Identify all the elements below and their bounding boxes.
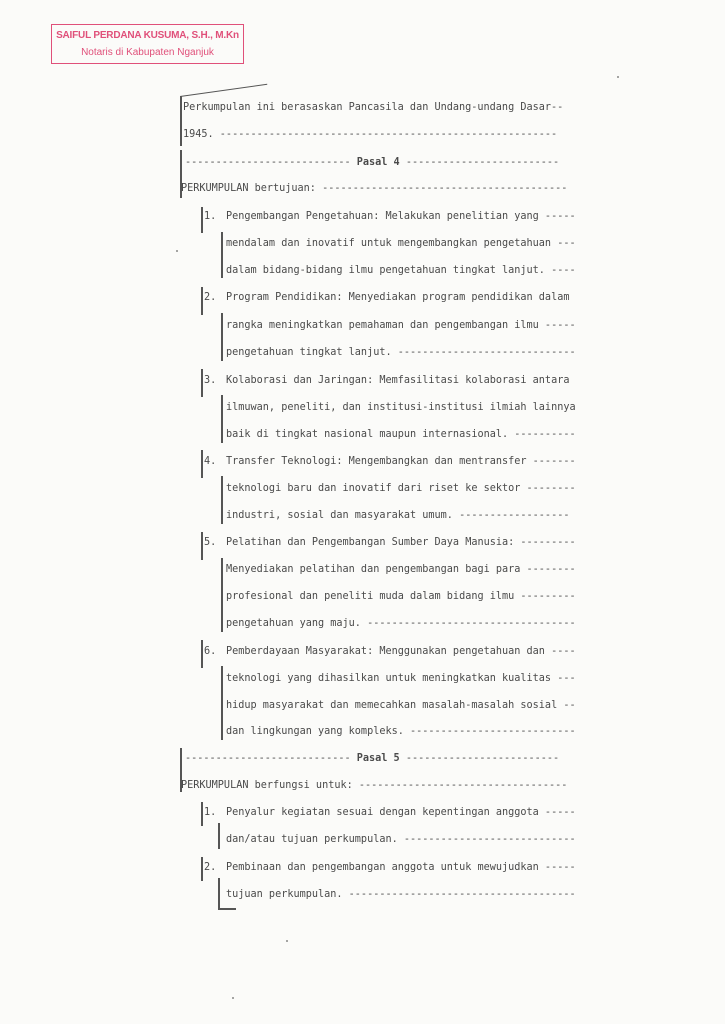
item-line: profesional dan peneliti muda dalam bidang ilmu --------- <box>226 591 576 602</box>
scan-speck <box>617 76 619 78</box>
item-rule <box>201 287 203 315</box>
margin-rule <box>180 84 267 97</box>
item-number: 2. <box>204 292 217 303</box>
heading-dash: ------------------------- <box>399 753 560 764</box>
item-rule <box>221 666 223 740</box>
item-rule <box>218 908 236 910</box>
scan-speck <box>232 997 234 999</box>
item-number: 1. <box>204 807 217 818</box>
scan-speck <box>286 940 288 942</box>
item-rule <box>221 558 223 632</box>
item-line: ilmuwan, peneliti, dan institusi-institusi ilmiah lainnya <box>226 402 576 413</box>
item-line: dan lingkungan yang kompleks. --------------------------- <box>226 726 576 737</box>
item-number: 1. <box>204 211 217 222</box>
item-number: 6. <box>204 646 217 657</box>
item-line: tujuan perkumpulan. ------------------------------------- <box>226 889 576 900</box>
heading-dash: --------------------------- <box>185 753 357 764</box>
item-line: Pembinaan dan pengembangan anggota untuk mewujudkan ----- <box>226 862 576 873</box>
item-rule <box>221 232 223 278</box>
item-rule <box>221 313 223 361</box>
pasal-5-heading <box>185 752 559 766</box>
intro-line: 1945. ------------------------------------------------------- <box>183 129 558 140</box>
item-line: teknologi yang dihasilkan untuk meningkatkan kualitas --- <box>226 673 576 684</box>
item-line: Kolaborasi dan Jaringan: Memfasilitasi kolaborasi antara <box>226 375 570 386</box>
notary-title: Notaris di Kabupaten Nganjuk <box>81 47 214 58</box>
item-rule <box>218 878 220 910</box>
scan-speck <box>176 250 178 252</box>
item-line: baik di tingkat nasional maupun internasional. ---------- <box>226 429 576 440</box>
item-line: Pemberdayaan Masyarakat: Menggunakan pengetahuan dan ---- <box>226 646 576 657</box>
item-number: 2. <box>204 862 217 873</box>
item-line: dalam bidang-bidang ilmu pengetahuan tingkat lanjut. ---- <box>226 265 576 276</box>
item-number: 3. <box>204 375 217 386</box>
item-line: Menyediakan pelatihan dan pengembangan bagi para -------- <box>226 564 576 575</box>
item-line: Pelatihan dan Pengembangan Sumber Daya Manusia: --------- <box>226 537 576 548</box>
notary-stamp <box>51 24 244 64</box>
item-rule <box>201 369 203 397</box>
item-line: teknologi baru dan inovatif dari riset ke sektor -------- <box>226 483 576 494</box>
item-rule <box>201 857 203 881</box>
item-number: 5. <box>204 537 217 548</box>
item-line: Pengembangan Pengetahuan: Melakukan penelitian yang ----- <box>226 211 576 222</box>
item-line: hidup masyarakat dan memecahkan masalah-masalah sosial -- <box>226 700 576 711</box>
item-line: mendalam dan inovatif untuk mengembangkan pengetahuan --- <box>226 238 576 249</box>
pasal-5-lead: PERKUMPULAN berfungsi untuk: ---------------------------------- <box>181 780 568 791</box>
pasal-title: Pasal 5 <box>356 753 400 764</box>
margin-rule <box>180 96 182 146</box>
heading-dash: ------------------------- <box>399 157 560 168</box>
item-rule <box>201 450 203 478</box>
item-rule <box>201 532 203 560</box>
item-line: pengetahuan tingkat lanjut. ----------------------------- <box>226 347 576 358</box>
item-line: Program Pendidikan: Menyediakan program pendidikan dalam <box>226 292 570 303</box>
item-rule <box>201 207 203 233</box>
item-rule <box>201 802 203 826</box>
item-rule <box>221 395 223 443</box>
pasal-title: Pasal 4 <box>356 157 400 168</box>
item-number: 4. <box>204 456 217 467</box>
item-line: industri, sosial dan masyarakat umum. ------------------ <box>226 510 570 521</box>
heading-dash: --------------------------- <box>185 157 357 168</box>
pasal-4-lead: PERKUMPULAN bertujuan: ---------------------------------------- <box>181 183 568 194</box>
pasal-4-heading <box>185 156 559 170</box>
intro-line: Perkumpulan ini berasaskan Pancasila dan Undang-undang Dasar-- <box>183 102 564 113</box>
item-line: Transfer Teknologi: Mengembangkan dan mentransfer ------- <box>226 456 576 467</box>
item-line: pengetahuan yang maju. ---------------------------------- <box>226 618 576 629</box>
item-rule <box>221 476 223 524</box>
item-line: dan/atau tujuan perkumpulan. ---------------------------- <box>226 834 576 845</box>
item-line: Penyalur kegiatan sesuai dengan kepentingan anggota ----- <box>226 807 576 818</box>
notary-name: SAIFUL PERDANA KUSUMA, S.H., M.Kn <box>56 30 239 41</box>
item-rule <box>218 823 220 849</box>
item-rule <box>201 640 203 668</box>
item-line: rangka meningkatkan pemahaman dan pengembangan ilmu ----- <box>226 320 576 331</box>
